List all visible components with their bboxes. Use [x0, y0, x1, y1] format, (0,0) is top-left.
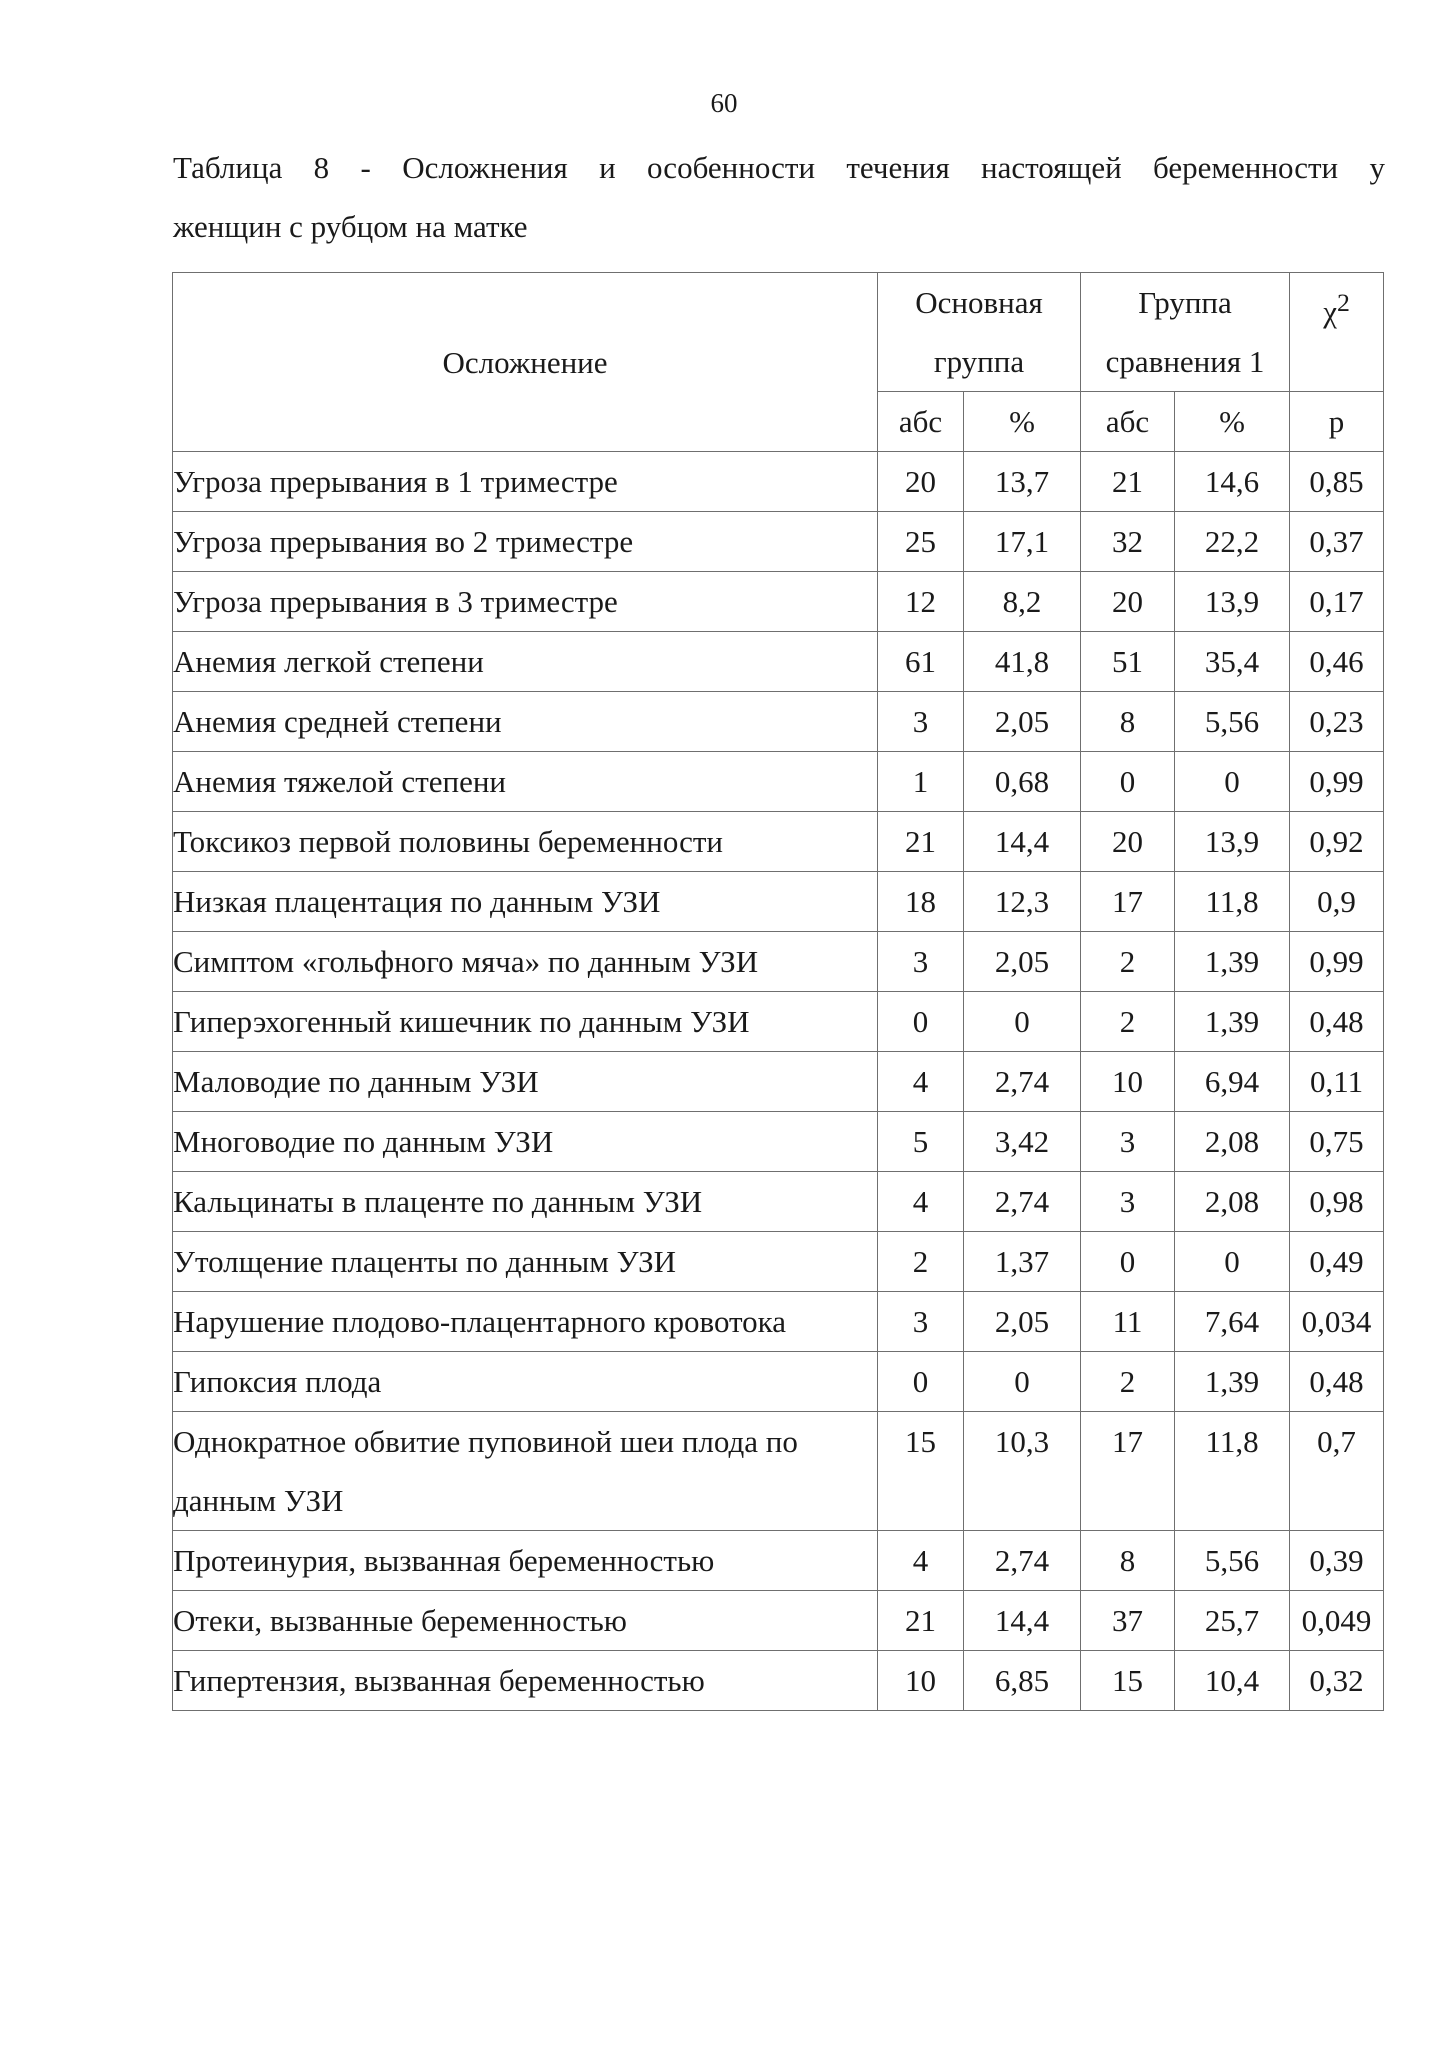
- cell-p-value: 0,49: [1290, 1232, 1384, 1292]
- header-percent-comparison: %: [1175, 392, 1290, 452]
- cell-comparison-percent: 14,6: [1175, 452, 1290, 512]
- table-row: [173, 1531, 1384, 1591]
- cell-p-value: 0,7: [1290, 1412, 1384, 1531]
- table-row: [173, 872, 1384, 932]
- cell-comparison-abs: 0: [1081, 752, 1175, 812]
- cell-comparison-abs: 17: [1081, 872, 1175, 932]
- cell-p-value: 0,48: [1290, 992, 1384, 1052]
- cell-main-percent: 2,74: [964, 1531, 1081, 1591]
- cell-comparison-percent: 22,2: [1175, 512, 1290, 572]
- cell-main-abs: 4: [878, 1052, 964, 1112]
- table-row: [173, 812, 1384, 872]
- cell-main-abs: 61: [878, 632, 964, 692]
- row-name: Однократное обвитие пуповиной шеи плода по данным УЗИ: [173, 1412, 878, 1531]
- cell-comparison-percent: 10,4: [1175, 1651, 1290, 1711]
- cell-comparison-percent: 13,9: [1175, 572, 1290, 632]
- row-name: Симптом «гольфного мяча» по данным УЗИ: [173, 932, 878, 992]
- cell-comparison-abs: 8: [1081, 1531, 1175, 1591]
- table-row: [173, 512, 1384, 572]
- table-row: [173, 1232, 1384, 1292]
- cell-p-value: 0,99: [1290, 752, 1384, 812]
- cell-main-abs: 2: [878, 1232, 964, 1292]
- table-row: [173, 632, 1384, 692]
- cell-main-percent: 0,68: [964, 752, 1081, 812]
- row-name: Низкая плацентация по данным УЗИ: [173, 872, 878, 932]
- cell-p-value: 0,99: [1290, 932, 1384, 992]
- cell-comparison-percent: 7,64: [1175, 1292, 1290, 1352]
- row-name: Отеки, вызванные беременностью: [173, 1591, 878, 1651]
- cell-comparison-abs: 32: [1081, 512, 1175, 572]
- cell-comparison-percent: 35,4: [1175, 632, 1290, 692]
- cell-main-percent: 41,8: [964, 632, 1081, 692]
- cell-main-abs: 12: [878, 572, 964, 632]
- cell-p-value: 0,75: [1290, 1112, 1384, 1172]
- row-name: Маловодие по данным УЗИ: [173, 1052, 878, 1112]
- header-abs-main: абс: [878, 392, 964, 452]
- cell-p-value: 0,48: [1290, 1352, 1384, 1412]
- cell-p-value: 0,37: [1290, 512, 1384, 572]
- cell-comparison-abs: 8: [1081, 692, 1175, 752]
- complications-table: [172, 272, 1384, 1711]
- cell-p-value: 0,92: [1290, 812, 1384, 872]
- cell-comparison-percent: 2,08: [1175, 1172, 1290, 1232]
- cell-main-percent: 2,05: [964, 692, 1081, 752]
- cell-comparison-abs: 37: [1081, 1591, 1175, 1651]
- cell-comparison-abs: 2: [1081, 992, 1175, 1052]
- cell-main-percent: 2,05: [964, 1292, 1081, 1352]
- cell-comparison-percent: 13,9: [1175, 812, 1290, 872]
- row-name: Гипертензия, вызванная беременностью: [173, 1651, 878, 1711]
- row-name: Гиперэхогенный кишечник по данным УЗИ: [173, 992, 878, 1052]
- header-complication: Осложнение: [173, 273, 878, 452]
- table-caption: [173, 138, 1385, 256]
- cell-main-abs: 20: [878, 452, 964, 512]
- cell-main-percent: 6,85: [964, 1651, 1081, 1711]
- cell-comparison-abs: 21: [1081, 452, 1175, 512]
- cell-main-abs: 4: [878, 1531, 964, 1591]
- cell-main-abs: 21: [878, 1591, 964, 1651]
- cell-main-percent: 2,74: [964, 1172, 1081, 1232]
- chi-power: 2: [1336, 288, 1350, 317]
- header-abs-comparison: абс: [1081, 392, 1175, 452]
- cell-main-abs: 15: [878, 1412, 964, 1531]
- cell-p-value: 0,23: [1290, 692, 1384, 752]
- row-name: Угроза прерывания в 3 триместре: [173, 572, 878, 632]
- row-name: Анемия средней степени: [173, 692, 878, 752]
- table-row: [173, 572, 1384, 632]
- cell-p-value: 0,034: [1290, 1292, 1384, 1352]
- cell-p-value: 0,46: [1290, 632, 1384, 692]
- cell-comparison-abs: 0: [1081, 1232, 1175, 1292]
- caption-line-1: Таблица 8 - Осложнения и особенности течения настоящей беременности у: [173, 150, 1385, 185]
- cell-p-value: 0,39: [1290, 1531, 1384, 1591]
- header-comparison-group: Группа сравнения 1: [1081, 273, 1290, 392]
- row-name: Протеинурия, вызванная беременностью: [173, 1531, 878, 1591]
- cell-comparison-abs: 17: [1081, 1412, 1175, 1531]
- table-row: [173, 1112, 1384, 1172]
- cell-comparison-abs: 3: [1081, 1112, 1175, 1172]
- cell-p-value: 0,11: [1290, 1052, 1384, 1112]
- table-row: [173, 1651, 1384, 1711]
- cell-main-percent: 17,1: [964, 512, 1081, 572]
- table-row: [173, 752, 1384, 812]
- table-row: [173, 1172, 1384, 1232]
- header-row-1: [173, 273, 1384, 392]
- table-row: [173, 992, 1384, 1052]
- table-row: [173, 932, 1384, 992]
- cell-main-percent: 0: [964, 1352, 1081, 1412]
- cell-main-abs: 3: [878, 1292, 964, 1352]
- cell-comparison-percent: 2,08: [1175, 1112, 1290, 1172]
- cell-comparison-abs: 15: [1081, 1651, 1175, 1711]
- cell-main-abs: 3: [878, 932, 964, 992]
- cell-main-percent: 3,42: [964, 1112, 1081, 1172]
- cell-main-abs: 18: [878, 872, 964, 932]
- table-row: [173, 1591, 1384, 1651]
- cell-main-abs: 5: [878, 1112, 964, 1172]
- row-name: Многоводие по данным УЗИ: [173, 1112, 878, 1172]
- cell-p-value: 0,049: [1290, 1591, 1384, 1651]
- cell-comparison-percent: 1,39: [1175, 992, 1290, 1052]
- cell-main-percent: 8,2: [964, 572, 1081, 632]
- cell-comparison-percent: 0: [1175, 1232, 1290, 1292]
- cell-main-abs: 0: [878, 992, 964, 1052]
- cell-main-abs: 0: [878, 1352, 964, 1412]
- cell-main-abs: 21: [878, 812, 964, 872]
- table-row: [173, 692, 1384, 752]
- row-name: Кальцинаты в плаценте по данным УЗИ: [173, 1172, 878, 1232]
- cell-comparison-percent: 5,56: [1175, 692, 1290, 752]
- cell-main-percent: 13,7: [964, 452, 1081, 512]
- cell-p-value: 0,17: [1290, 572, 1384, 632]
- table-row: [173, 1292, 1384, 1352]
- cell-comparison-abs: 2: [1081, 1352, 1175, 1412]
- cell-main-percent: 0: [964, 992, 1081, 1052]
- table-row: [173, 1352, 1384, 1412]
- cell-main-abs: 10: [878, 1651, 964, 1711]
- row-name: Утолщение плаценты по данным УЗИ: [173, 1232, 878, 1292]
- row-name: Угроза прерывания в 1 триместре: [173, 452, 878, 512]
- table-body: [173, 452, 1384, 1711]
- cell-main-abs: 4: [878, 1172, 964, 1232]
- row-name: Анемия легкой степени: [173, 632, 878, 692]
- row-name: Нарушение плодово-плацентарного кровотока: [173, 1292, 878, 1352]
- page-number: 60: [710, 88, 738, 118]
- cell-comparison-percent: 11,8: [1175, 872, 1290, 932]
- cell-comparison-abs: 11: [1081, 1292, 1175, 1352]
- cell-main-percent: 14,4: [964, 812, 1081, 872]
- cell-comparison-percent: 25,7: [1175, 1591, 1290, 1651]
- cell-main-percent: 2,05: [964, 932, 1081, 992]
- cell-comparison-percent: 1,39: [1175, 1352, 1290, 1412]
- cell-comparison-abs: 51: [1081, 632, 1175, 692]
- row-name: Гипоксия плода: [173, 1352, 878, 1412]
- cell-p-value: 0,9: [1290, 872, 1384, 932]
- header-chi-square: [1290, 273, 1384, 392]
- cell-comparison-percent: 0: [1175, 752, 1290, 812]
- row-name: Анемия тяжелой степени: [173, 752, 878, 812]
- caption-line-2: женщин с рубцом на матке: [173, 209, 528, 244]
- table-row: [173, 452, 1384, 512]
- header-percent-main: %: [964, 392, 1081, 452]
- cell-p-value: 0,85: [1290, 452, 1384, 512]
- cell-comparison-percent: 1,39: [1175, 932, 1290, 992]
- cell-comparison-abs: 10: [1081, 1052, 1175, 1112]
- cell-main-abs: 25: [878, 512, 964, 572]
- cell-comparison-abs: 2: [1081, 932, 1175, 992]
- cell-p-value: 0,98: [1290, 1172, 1384, 1232]
- cell-main-percent: 14,4: [964, 1591, 1081, 1651]
- row-name: Угроза прерывания во 2 триместре: [173, 512, 878, 572]
- cell-main-abs: 3: [878, 692, 964, 752]
- cell-comparison-abs: 3: [1081, 1172, 1175, 1232]
- cell-main-percent: 2,74: [964, 1052, 1081, 1112]
- chi-symbol: χ: [1323, 294, 1337, 330]
- table-row: [173, 1052, 1384, 1112]
- cell-comparison-percent: 6,94: [1175, 1052, 1290, 1112]
- cell-p-value: 0,32: [1290, 1651, 1384, 1711]
- cell-comparison-abs: 20: [1081, 812, 1175, 872]
- cell-main-percent: 1,37: [964, 1232, 1081, 1292]
- cell-comparison-percent: 11,8: [1175, 1412, 1290, 1531]
- header-p: р: [1290, 392, 1384, 452]
- table-row: [173, 1412, 1384, 1531]
- cell-main-abs: 1: [878, 752, 964, 812]
- row-name: Токсикоз первой половины беременности: [173, 812, 878, 872]
- header-main-group: Основная группа: [878, 273, 1081, 392]
- cell-comparison-percent: 5,56: [1175, 1531, 1290, 1591]
- cell-main-percent: 10,3: [964, 1412, 1081, 1531]
- cell-comparison-abs: 20: [1081, 572, 1175, 632]
- cell-main-percent: 12,3: [964, 872, 1081, 932]
